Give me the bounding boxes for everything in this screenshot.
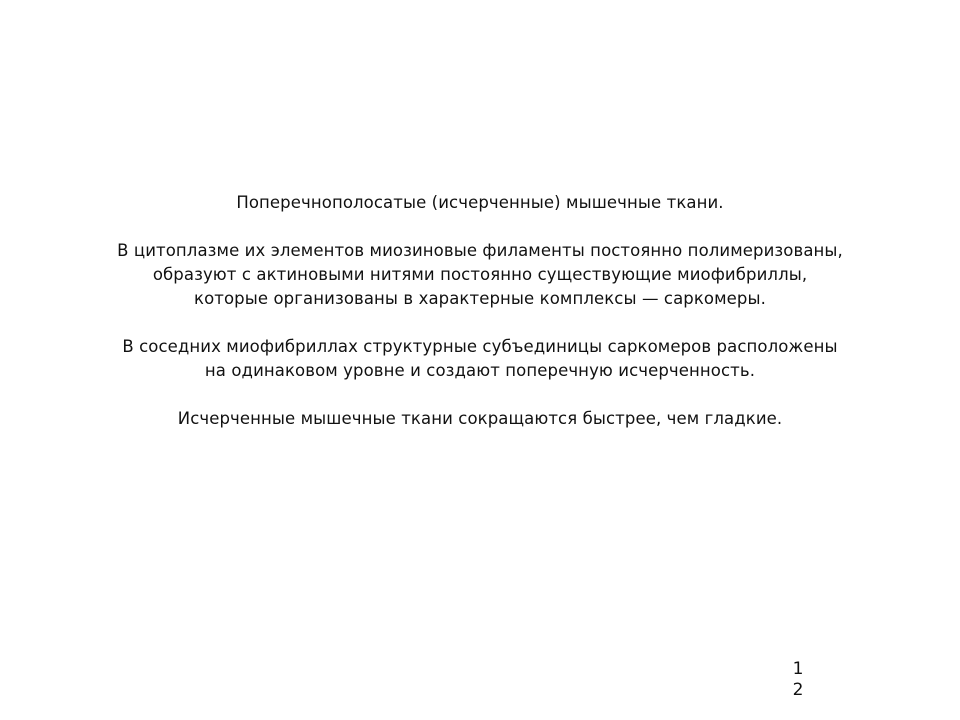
heading-line: Поперечнополосатые (исчерченные) мышечные ткани. [236, 193, 724, 212]
slide-heading [0, 191, 960, 215]
paragraph-line: которые организованы в характерные комплексы — саркомеры. [194, 289, 766, 308]
paragraph-myofibrils [0, 335, 960, 383]
page-number-digit: 2 [792, 680, 804, 700]
paragraph-contraction [0, 407, 960, 431]
paragraph-line: образуют с актиновыми нитями постоянно существующие миофибриллы, [152, 265, 808, 284]
page-number [788, 659, 808, 701]
paragraph-cytoplasm [0, 239, 960, 311]
page-number-digit: 1 [792, 659, 804, 679]
paragraph-line: В соседних миофибриллах структурные субъединицы саркомеров расположены [122, 337, 838, 356]
paragraph-line: Исчерченные мышечные ткани сокращаются быстрее, чем гладкие. [177, 409, 783, 428]
paragraph-line: на одинаковом уровне и создают поперечную исчерченность. [204, 361, 756, 380]
paragraph-line: В цитоплазме их элементов миозиновые филаменты постоянно полимеризованы, [117, 241, 843, 260]
